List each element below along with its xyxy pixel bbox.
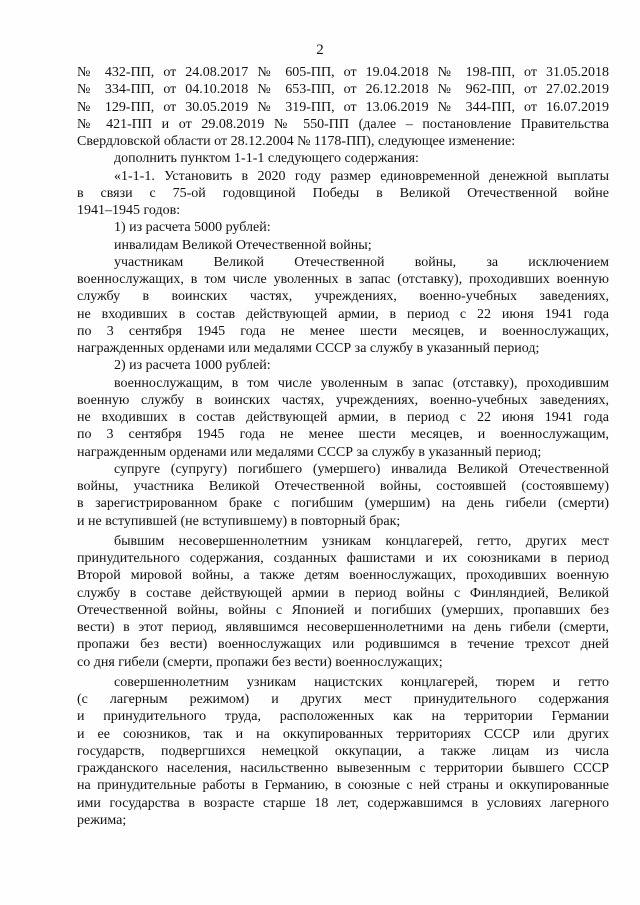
text-line: 1941–1945 годов: [77,203,181,218]
section2-item [77,533,609,671]
text-line: № 421-ПП и от 29.08.2019 № 550-ПП (далее – постановление Правительства [77,116,609,132]
resolution-list-paragraph [77,64,609,150]
text-line: № 129-ПП, от 30.05.2019 № 319-ПП, от 13.06.2019 № 344-ПП, от 16.07.2019 [77,99,609,115]
text-line: военную службу в воинских частях, учреждениях, военно-учебных заведениях, [77,392,609,408]
text-line: вести) в этот период, являвшимся несовершеннолетними на день гибели (смерти, [77,620,609,635]
section2-item [77,375,609,461]
text-line: дополнить пунктом 1-1-1 следующего содержания: [114,151,419,167]
text-line: (с лагерным режимом) и других мест принудительного содержания [77,692,609,707]
text-line: № 334-ПП, от 04.10.2018 № 653-ПП, от 26.12.2018 № 962-ПП, от 27.02.2019 [77,82,609,98]
text-line: и ее союзников, так и на оккупированных территориях СССР или других [77,726,609,742]
text-line: пропажи без вести) военнослужащих или родившимся в течение трехсот дней [77,637,609,653]
text-line: инвалидам Великой Отечественной войны; [114,237,372,253]
text-line: по 3 сентября 1945 года не менее шести месяцев, и военнослужащим, [77,427,609,443]
text-line: совершеннолетним узникам нацистских концлагерей, тюрем и гетто [114,674,609,690]
text-line: «1-1-1. Установить в 2020 году размер единовременной денежной выплаты [114,168,609,184]
text-line: и не вступившей (не вступившему) в повторный брак; [77,513,401,529]
page-number: 2 [316,42,324,58]
section1-item [77,254,609,358]
text-line: награжденных орденами или медалями СССР за службу в указанный период; [77,341,540,356]
document-body [77,64,609,829]
text-line: войны, участника Великой Отечественной войны, состоявшей (состоявшему) [77,479,609,494]
text-line: не входивших в состав действующей армии, в период с 22 июня 1941 года [77,306,609,322]
text-line: награжденным орденами или медалями СССР за службу в указанный период; [77,444,542,460]
text-line: и принудительного труда, расположенных как на территории Германии [77,709,609,725]
text-line: военнослужащим, в том числе уволенным в запас (отставку), проходившим [114,375,609,391]
text-line: 2) из расчета 1000 рублей: [114,358,271,374]
text-line: участникам Великой Отечественной войны, за исключением [114,254,609,270]
text-line: принудительного содержания, созданных фашистами и их союзниками в период [77,551,609,566]
text-line: государств, подвергшихся немецкой оккупации, а также лицам из числа [77,743,609,759]
text-line: бывшим несовершеннолетним узникам концлагерей, гетто, других мест [114,533,609,549]
text-line: Отечественной войны, войны с Японией и погибших (умерших, пропавших без [77,602,609,618]
section2-item [77,461,609,530]
text-line: со дня гибели (смерти, пропажи без вести) военнослужащих; [77,654,443,670]
text-line: 1) из расчета 5000 рублей: [114,220,271,236]
text-line: военнослужащих, в том числе уволенных в запас (отставку), проходивших военную [77,272,609,287]
section1-heading [77,219,609,236]
clause-paragraph [77,168,609,220]
text-line: супруге (супругу) погибшего (умершего) инвалида Великой Отечественной [114,461,609,477]
text-line: не входивших в состав действующей армии, в период с 22 июня 1941 года [77,410,609,425]
text-line: ими государства в возрасте старше 18 лет, содержавшимся в условиях лагерного [77,795,609,811]
text-line: на принудительные работы в Германию, в союзные с ней страны и оккупированные [77,778,609,794]
text-line: Свердловской области от 28.12.2004 № 1178-ПП), следующее изменение: [77,134,516,149]
text-line: по 3 сентября 1945 года не менее шести месяцев, и военнослужащих, [77,323,609,339]
intro-paragraph [77,150,609,167]
section2-item [77,674,609,829]
section2-heading [77,357,609,374]
text-line: № 432-ПП, от 24.08.2017 № 605-ПП, от 19.04.2018 № 198-ПП, от 31.05.2018 [77,65,609,80]
text-line: в зарегистрированном браке с погибшим (умершим) на день гибели (смерти) [77,496,609,512]
text-line: Второй мировой войны, а также детям военнослужащих, проходивших военную [77,568,609,584]
text-line: службу в составе действующей армии в период войны с Финляндией, Великой [77,585,609,601]
text-line: режима; [77,812,127,828]
section1-item [77,237,609,254]
text-line: службу в воинских частях, учреждениях, военно-учебных заведениях, [77,289,609,305]
text-line: в связи с 75-ой годовщиной Победы в Великой Отечественной войне [77,185,609,201]
text-line: гражданского населения, насильственно вывезенным с территории бывшего СССР [77,761,609,776]
